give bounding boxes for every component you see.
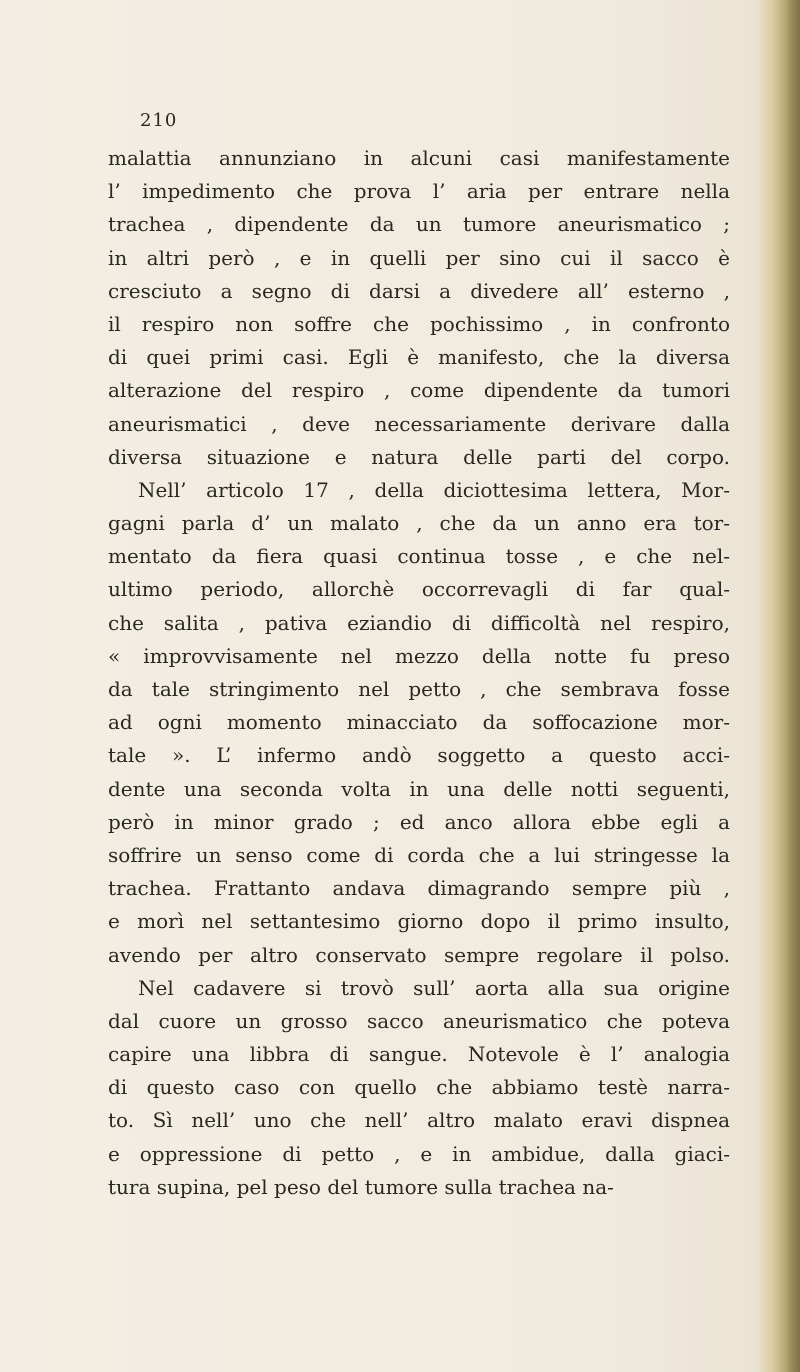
text-line: to. Sì nell’ uno che nell’ altro malato eravi dispnea bbox=[108, 1108, 730, 1133]
text-line: dente una seconda volta in una delle notti seguenti, bbox=[108, 776, 730, 801]
text-line: il respiro non soffre che pochissimo , in confronto bbox=[108, 311, 730, 336]
text-line: e morì nel settantesimo giorno dopo il primo insulto, bbox=[108, 909, 730, 934]
text-line: in altri però , e in quelli per sino cui il sacco è bbox=[108, 245, 730, 270]
text-line: di quei primi casi. Egli è manifesto, che la diversa bbox=[108, 345, 730, 370]
text-line: mentato da fiera quasi continua tosse , e che nel- bbox=[108, 544, 730, 569]
text-line: « improvvisamente nel mezzo della notte fu preso bbox=[108, 643, 730, 668]
text-line: gagni parla d’ un malato , che da un anno era tor- bbox=[108, 511, 730, 536]
page-number: 210 bbox=[140, 110, 178, 131]
text-line: Nel cadavere si trovò sull’ aorta alla sua origine bbox=[138, 975, 730, 1000]
text-line: aneurismatici , deve necessariamente derivare dalla bbox=[108, 411, 730, 436]
text-line: da tale stringimento nel petto , che sembrava fosse bbox=[108, 677, 730, 701]
body-text bbox=[108, 142, 730, 1204]
text-line: che salita , pativa eziandio di difficoltà nel respiro, bbox=[108, 610, 730, 635]
text-line: trachea , dipendente da un tumore aneurismatico ; bbox=[108, 212, 730, 237]
text-line: trachea. Frattanto andava dimagrando sempre più , bbox=[108, 876, 730, 901]
text-line: tale ». L’ infermo andò soggetto a questo acci- bbox=[108, 743, 730, 768]
text-line: però in minor grado ; ed anco allora ebbe egli a bbox=[108, 809, 730, 834]
text-line: ultimo periodo, allorchè occorrevagli di far qual- bbox=[108, 577, 730, 602]
text-line: capire una libbra di sangue. Notevole è l’ analogia bbox=[108, 1042, 730, 1067]
text-line: Nell’ articolo 17 , della diciottesima lettera, Mor- bbox=[138, 477, 730, 502]
page-edge-shadow bbox=[758, 0, 800, 1372]
text-line: ad ogni momento minacciato da soffocazione mor- bbox=[108, 710, 730, 735]
text-line: soffrire un senso come di corda che a lui stringesse la bbox=[108, 842, 730, 867]
text-line: e oppressione di petto , e in ambidue, dalla giaci- bbox=[108, 1141, 730, 1166]
text-line: di questo caso con quello che abbiamo testè narra- bbox=[108, 1075, 730, 1100]
text-line: tura supina, pel peso del tumore sulla trachea na- bbox=[108, 1174, 614, 1199]
text-line: diversa situazione e natura delle parti del corpo. bbox=[108, 444, 730, 469]
text-line: cresciuto a segno di darsi a divedere all’ esterno , bbox=[108, 278, 730, 303]
text-line: avendo per altro conservato sempre regolare il polso. bbox=[108, 942, 730, 967]
text-line: l’ impedimento che prova l’ aria per entrare nella bbox=[108, 179, 730, 204]
text-line: malattia annunziano in alcuni casi manifestamente bbox=[108, 146, 730, 170]
text-line: dal cuore un grosso sacco aneurismatico che poteva bbox=[108, 1008, 730, 1033]
text-line: alterazione del respiro , come dipendente da tumori bbox=[108, 378, 730, 403]
